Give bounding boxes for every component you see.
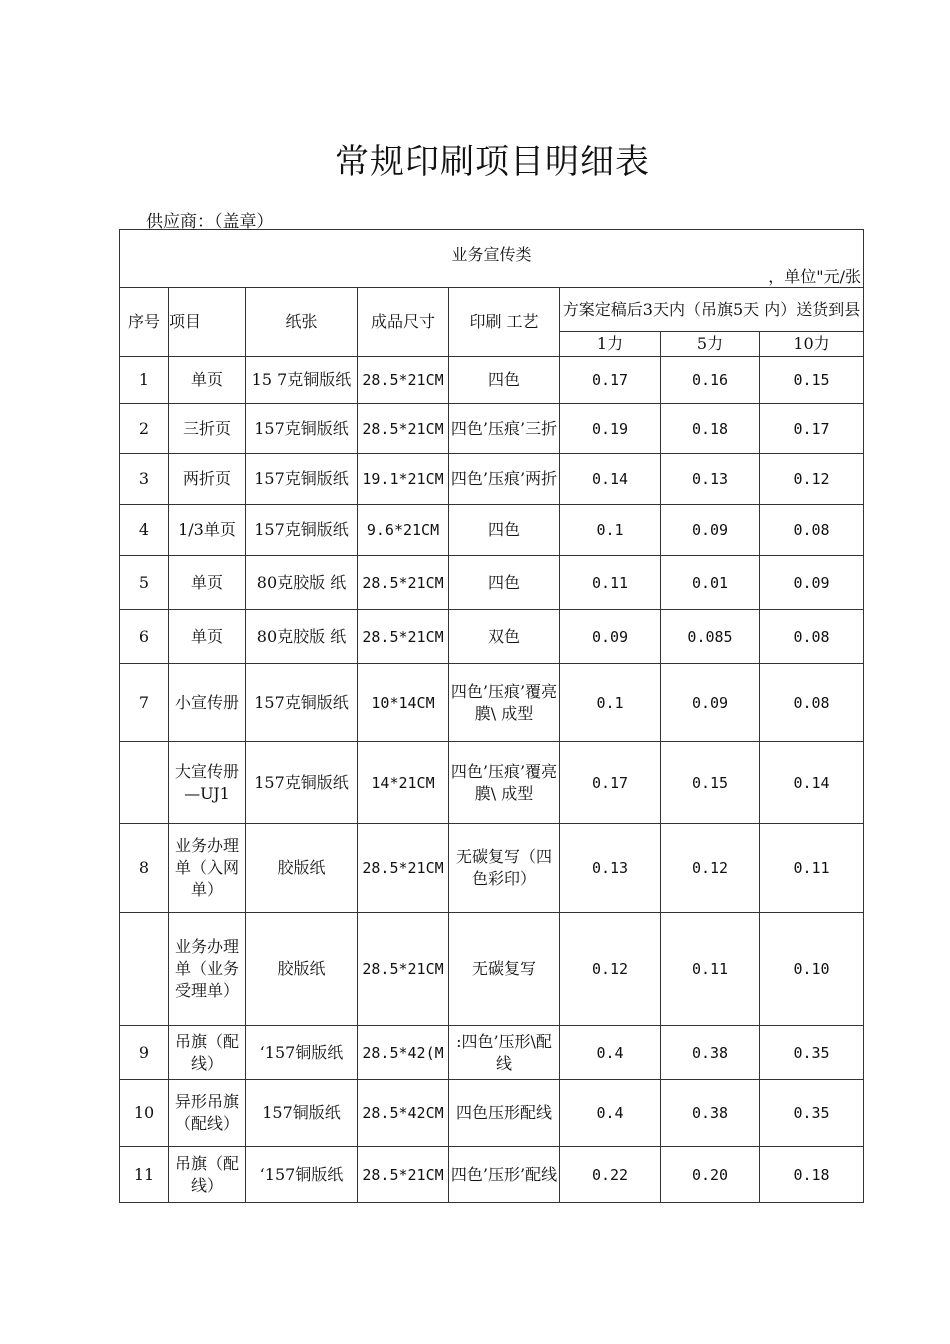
cell-item: 业务办理单（入网单） (169, 824, 246, 913)
cell-size: 28.5*21CM (358, 556, 449, 610)
cell-seq: 11 (120, 1147, 169, 1203)
table-row (120, 913, 864, 1026)
cell-process: 四色压形配线 (449, 1080, 560, 1147)
cell-price-5: 0.085 (661, 610, 760, 664)
cell-seq: 10 (120, 1080, 169, 1147)
cell-process: 四色’压痕’覆亮膜\ 成型 (449, 664, 560, 742)
cell-paper: 15 7克铜版纸 (246, 357, 358, 404)
table-row (120, 556, 864, 610)
table-row (120, 1026, 864, 1080)
table-body (120, 357, 864, 1203)
cell-paper: ‘157铜版纸 (246, 1026, 358, 1080)
cell-price-5: 0.11 (661, 913, 760, 1026)
cell-price-5: 0.18 (661, 404, 760, 454)
cell-price-1: 0.14 (560, 454, 661, 505)
cell-price-10: 0.08 (760, 505, 864, 556)
cell-seq (120, 913, 169, 1026)
cell-process: :四色’压形\配线 (449, 1026, 560, 1080)
header-seq: 序号 (120, 288, 169, 357)
supplier-label: 供应商：（盖章） (146, 212, 274, 232)
cell-paper: 157克铜版纸 (246, 664, 358, 742)
cell-item (169, 1026, 246, 1080)
cell-size: 19.1*21CM (358, 454, 449, 505)
category-row (120, 230, 864, 288)
table-row (120, 1147, 864, 1203)
cell-price-5: 0.38 (661, 1080, 760, 1147)
cell-process: 四色’压痕’覆亮膜\ 成型 (449, 742, 560, 824)
cell-size: 10*14CM (358, 664, 449, 742)
cell-size: 28.5*21CM (358, 357, 449, 404)
cell-price-10: 0.35 (760, 1026, 864, 1080)
cell-item: 单页 (169, 556, 246, 610)
cell-price-10: 0.17 (760, 404, 864, 454)
table-row (120, 1080, 864, 1147)
cell-paper: 157铜版纸 (246, 1080, 358, 1147)
table-row (120, 824, 864, 913)
cell-process: 四色’压痕’两折 (449, 454, 560, 505)
header-process: 印刷 工艺 (449, 288, 560, 357)
cell-price-5: 0.20 (661, 1147, 760, 1203)
cell-process: 无碳复写 (449, 913, 560, 1026)
cell-paper: 157克铜版纸 (246, 454, 358, 505)
cell-seq: 9 (120, 1026, 169, 1080)
cell-price-1: 0.13 (560, 824, 661, 913)
cell-price-1: 0.4 (560, 1080, 661, 1147)
category-banner (120, 230, 864, 288)
cell-seq: 4 (120, 505, 169, 556)
cell-price-5: 0.09 (661, 505, 760, 556)
cell-price-1: 0.17 (560, 357, 661, 404)
cell-price-5: 0.01 (661, 556, 760, 610)
cell-item: 单页 (169, 357, 246, 404)
cell-paper: 80克胶版 纸 (246, 610, 358, 664)
page-title: 常规印刷项目明细表 (335, 142, 650, 182)
cell-size: 9.6*21CM (358, 505, 449, 556)
cell-paper: 80克胶版 纸 (246, 556, 358, 610)
table-row (120, 664, 864, 742)
cell-seq: 8 (120, 824, 169, 913)
cell-price-5: 0.09 (661, 664, 760, 742)
table-row (120, 357, 864, 404)
cell-paper: 157克铜版纸 (246, 742, 358, 824)
cell-process: 双色 (449, 610, 560, 664)
cell-item: 小宣传册 (169, 664, 246, 742)
header-delivery: 方案定稿后3天内（吊旗5天 内）送货到县 (560, 288, 864, 332)
cell-price-5: 0.12 (661, 824, 760, 913)
cell-price-10: 0.08 (760, 610, 864, 664)
price-table (119, 229, 864, 1203)
cell-item: 业务办理单（业务受理单） (169, 913, 246, 1026)
cell-seq: 5 (120, 556, 169, 610)
cell-price-5: 0.15 (661, 742, 760, 824)
header-item: 项目 (169, 288, 246, 357)
cell-price-10: 0.08 (760, 664, 864, 742)
header-paper: 纸张 (246, 288, 358, 357)
cell-price-1: 0.19 (560, 404, 661, 454)
cell-price-10: 0.09 (760, 556, 864, 610)
cell-price-1: 0.11 (560, 556, 661, 610)
cell-price-1: 0.4 (560, 1026, 661, 1080)
cell-process: 无碳复写（四色彩印） (449, 824, 560, 913)
cell-paper: 157克铜版纸 (246, 404, 358, 454)
cell-price-5: 0.16 (661, 357, 760, 404)
cell-price-10: 0.10 (760, 913, 864, 1026)
header-row (120, 288, 864, 332)
cell-process: 四色’压形’配线 (449, 1147, 560, 1203)
cell-paper: 157克铜版纸 (246, 505, 358, 556)
cell-paper: 胶版纸 (246, 824, 358, 913)
cell-size: 28.5*21CM (358, 913, 449, 1026)
table-row (120, 742, 864, 824)
cell-size: 28.5*21CM (358, 610, 449, 664)
cell-item: 1/3单页 (169, 505, 246, 556)
cell-seq: 2 (120, 404, 169, 454)
cell-price-1: 0.22 (560, 1147, 661, 1203)
cell-price-5: 0.38 (661, 1026, 760, 1080)
cell-price-1: 0.1 (560, 664, 661, 742)
cell-paper: ‘157铜版纸 (246, 1147, 358, 1203)
cell-item-text: 吊旗（配线） (174, 1031, 239, 1073)
cell-price-1: 0.12 (560, 913, 661, 1026)
cell-price-10: 0.12 (760, 454, 864, 505)
cell-item: 大宣传册—UJ1 (169, 742, 246, 824)
header-size: 成品尺寸 (358, 288, 449, 357)
header-qty-10: 10力 (760, 332, 864, 357)
cell-size: 28.5*21CM (358, 1147, 449, 1203)
cell-seq: 1 (120, 357, 169, 404)
table-row (120, 404, 864, 454)
cell-seq: 6 (120, 610, 169, 664)
cell-price-1: 0.1 (560, 505, 661, 556)
cell-process: 四色 (449, 357, 560, 404)
cell-paper: 胶版纸 (246, 913, 358, 1026)
cell-item: 两折页 (169, 454, 246, 505)
cell-price-10: 0.15 (760, 357, 864, 404)
cell-price-10: 0.35 (760, 1080, 864, 1147)
table-row (120, 610, 864, 664)
cell-size: 14*21CM (358, 742, 449, 824)
cell-item-text: 吊旗（配线） (174, 1153, 239, 1195)
cell-price-5: 0.13 (661, 454, 760, 505)
cell-seq: 7 (120, 664, 169, 742)
cell-process: 四色 (449, 505, 560, 556)
table-row (120, 505, 864, 556)
header-qty-1: 1力 (560, 332, 661, 357)
cell-size: 28.5*42CM (358, 1080, 449, 1147)
cell-size: 28.5*21CM (358, 404, 449, 454)
cell-item (169, 1147, 246, 1203)
cell-price-1: 0.09 (560, 610, 661, 664)
cell-price-1: 0.17 (560, 742, 661, 824)
header-qty-5: 5力 (661, 332, 760, 357)
cell-item: 单页 (169, 610, 246, 664)
cell-item: 异形吊旗（配线） (169, 1080, 246, 1147)
cell-seq: 3 (120, 454, 169, 505)
cell-size: 28.5*21CM (358, 824, 449, 913)
cell-size: 28.5*42(M (358, 1026, 449, 1080)
cell-process: 四色’压痕’三折 (449, 404, 560, 454)
cell-item: 三折页 (169, 404, 246, 454)
category-title: 业务宣传类 (451, 245, 532, 264)
cell-process: 四色 (449, 556, 560, 610)
unit-note: ，单位"元/张 (768, 267, 861, 286)
cell-price-10: 0.18 (760, 1147, 864, 1203)
cell-seq (120, 742, 169, 824)
table-row (120, 454, 864, 505)
cell-price-10: 0.11 (760, 824, 864, 913)
cell-price-10: 0.14 (760, 742, 864, 824)
